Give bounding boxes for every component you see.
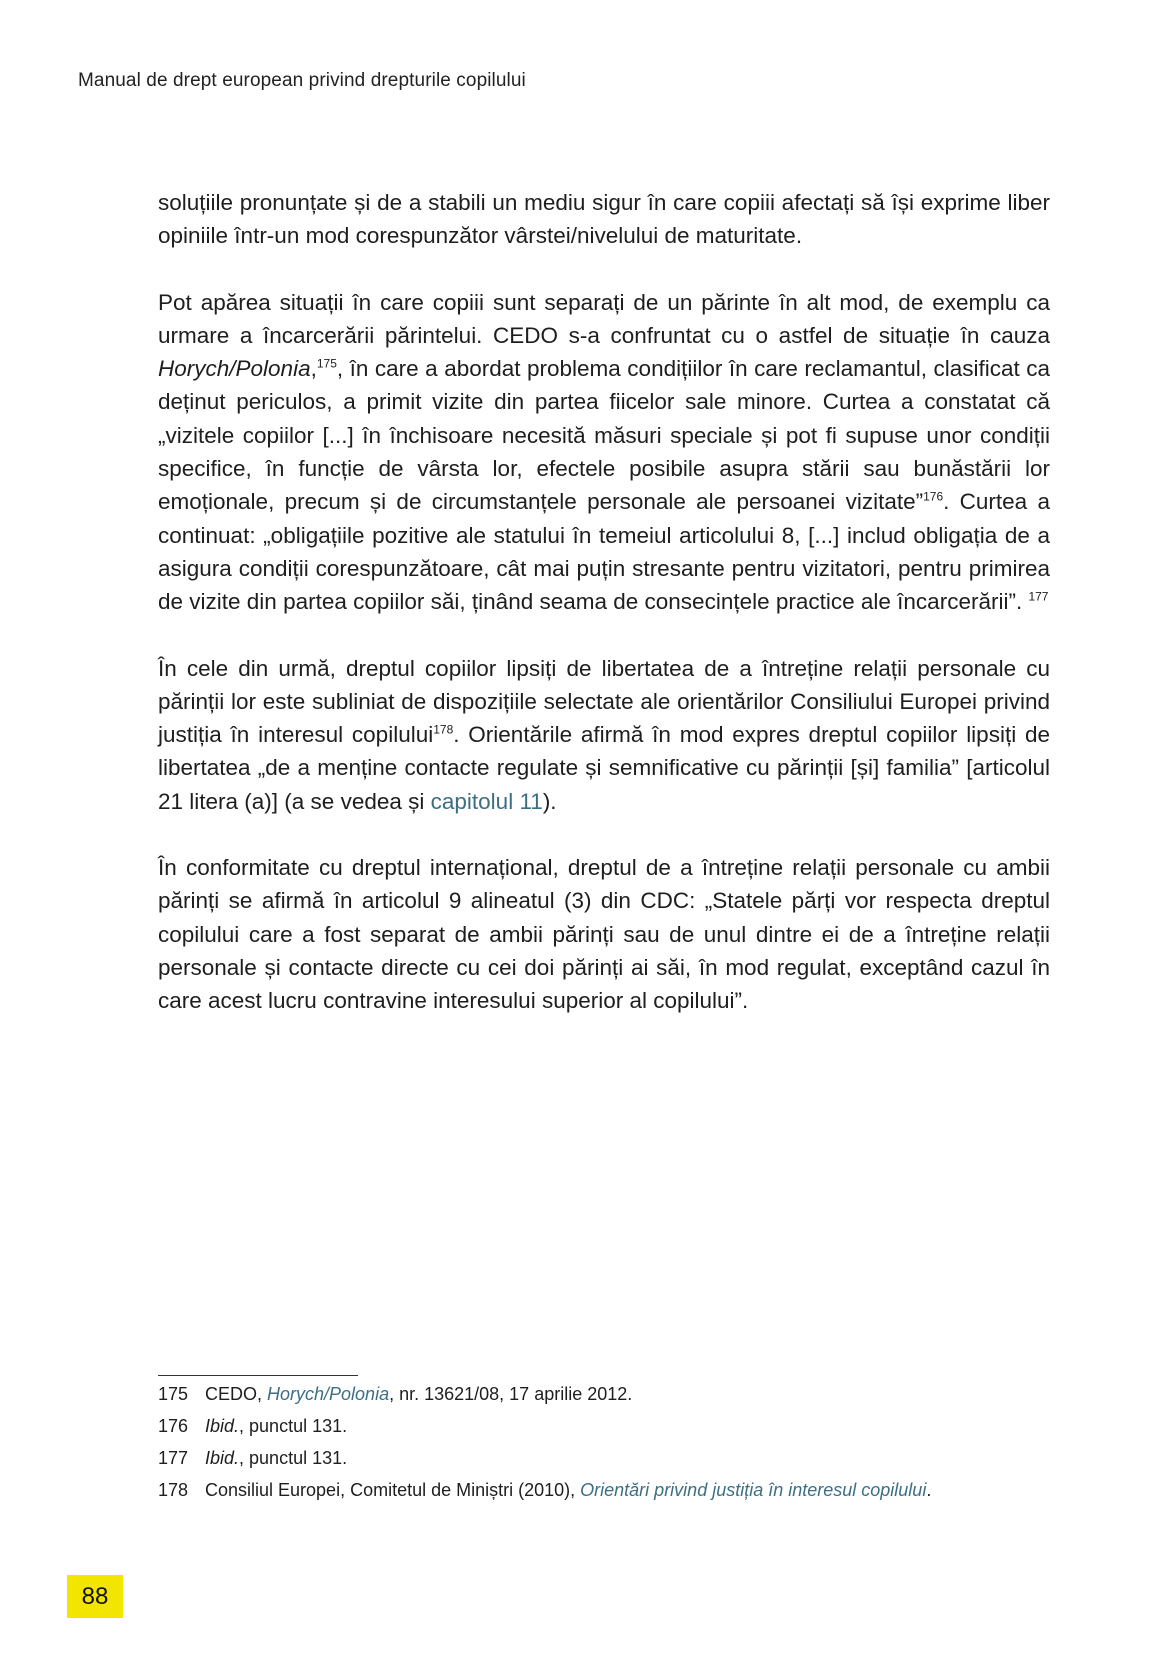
case-name: Horych/Polonia xyxy=(158,356,311,382)
paragraph-4-text: În conformitate cu dreptul internațional, dreptul de a întreține relații personale cu ambii părinți se afirmă în articolul 9 alineatul (3) din CDC: „Statele părți vor respecta dreptul copilului care a fost separat de ambii părinți sau de unul dintre ei de a întreține relații personale și contacte directe cu cei doi părinți ai săi, în mod regulat, exceptând cazul în care acest lucru contravine interesului superior al copilului”. xyxy=(158,855,1050,1014)
footnote-176 xyxy=(158,1415,1058,1437)
footnote-number: 176 xyxy=(158,1416,189,1436)
footnote-suffix: , punctul 131. xyxy=(239,1448,348,1468)
running-header: Manual de drept european privind drepturile copilului xyxy=(78,70,526,91)
page-number-badge xyxy=(67,1575,123,1618)
chapter-11-link[interactable]: capitolul 11 xyxy=(430,788,543,814)
paragraph-4 xyxy=(158,851,1050,1017)
footnote-text xyxy=(205,1479,1058,1501)
footnote-suffix: . xyxy=(926,1480,932,1500)
footnote-175 xyxy=(158,1383,1058,1405)
paragraph-3-text-a: În cele din urmă, dreptul copiilor lipsiți de libertatea de a întreține relații personale cu părinții lor este subliniat de dispozițiile selectate ale orientărilor Consiliului Europei privind justiția în interesul copilului xyxy=(158,655,1050,748)
paragraph-3 xyxy=(158,652,1050,818)
paragraph-1 xyxy=(158,186,1050,253)
horych-polonia-link[interactable]: Horych/Polonia xyxy=(267,1384,390,1404)
paragraph-2-text-b: , în care a abordat problema condițiilor în care reclamantul, clasificat ca deținut periculos, a primit vizite din partea fiicelor sale minore. Curtea a constatat că „vizitele copiilor [...] în închisoare necesită măsuri speciale și pot fi supuse unor condiții specifice, în funcție de vârsta lor, efectele posibile asupra stării sau bunăstării lor emoționale, precum și de circumstanțele personale ale persoanei vizitate” xyxy=(158,356,1050,515)
footnote-ibid: Ibid. xyxy=(205,1416,240,1436)
body-text xyxy=(158,186,1050,1051)
paragraph-2-text-c: . Curtea a continuat: „obligațiile pozitive ale statului în temeiul articolului 8, [...] includ obligația de a asigura condiții corespunzătoare, cât mai puțin stresante pentru vizitatori, pentru primirea de vizite din partea copiilor săi, ținând seama de consecințele practice ale încarcerării”. xyxy=(158,489,1050,615)
footnote-text xyxy=(205,1415,1058,1437)
paragraph-3-text-b: . Orientările afirmă în mod expres dreptul copiilor lipsiți de libertatea „de a menține contacte regulate și semnificative cu părinții [și] familia” [articolul 21 litera (a)] (a se vedea și xyxy=(158,722,1051,814)
footnote-177 xyxy=(158,1447,1058,1469)
page-number: 88 xyxy=(81,1582,109,1610)
footnotes xyxy=(158,1383,1058,1511)
footnote-number: 175 xyxy=(158,1384,189,1404)
footnote-prefix: CEDO, xyxy=(205,1384,268,1404)
footnote-ref-175[interactable]: 175 xyxy=(316,356,337,371)
footnote-text xyxy=(205,1383,1058,1405)
case-comma: , xyxy=(310,356,317,382)
footnote-text xyxy=(205,1447,1058,1469)
footnote-suffix: , punctul 131. xyxy=(239,1416,348,1436)
paragraph-1-text: soluțiile pronunțate și de a stabili un mediu sigur în care copiii afectați să își exprime liber opiniile într-un mod corespunzător vârstei/nivelului de maturitate. xyxy=(158,190,1050,249)
footnote-ref-176[interactable]: 176 xyxy=(923,489,944,504)
footnote-number: 178 xyxy=(158,1480,189,1500)
guidelines-link[interactable]: Orientări privind justiția în interesul copilului xyxy=(580,1480,927,1500)
paragraph-2 xyxy=(158,286,1050,619)
footnote-ref-177[interactable]: 177 xyxy=(1028,589,1049,604)
footnote-ibid: Ibid. xyxy=(205,1448,240,1468)
footnote-ref-178[interactable]: 178 xyxy=(433,722,454,737)
paragraph-2-text-a: Pot apărea situații în care copiii sunt separați de un părinte în alt mod, de exemplu ca urmare a încarcerării părintelui. CEDO s-a confruntat cu o astfel de situație în cauza xyxy=(158,289,1050,348)
footnote-number: 177 xyxy=(158,1448,189,1468)
footnote-prefix: Consiliul Europei, Comitetul de Miniștri (2010), xyxy=(205,1480,581,1500)
footnote-divider xyxy=(158,1375,358,1376)
footnote-178 xyxy=(158,1479,1058,1501)
paragraph-3-text-c: ). xyxy=(542,788,557,814)
footnote-suffix: , nr. 13621/08, 17 aprilie 2012. xyxy=(389,1384,633,1404)
